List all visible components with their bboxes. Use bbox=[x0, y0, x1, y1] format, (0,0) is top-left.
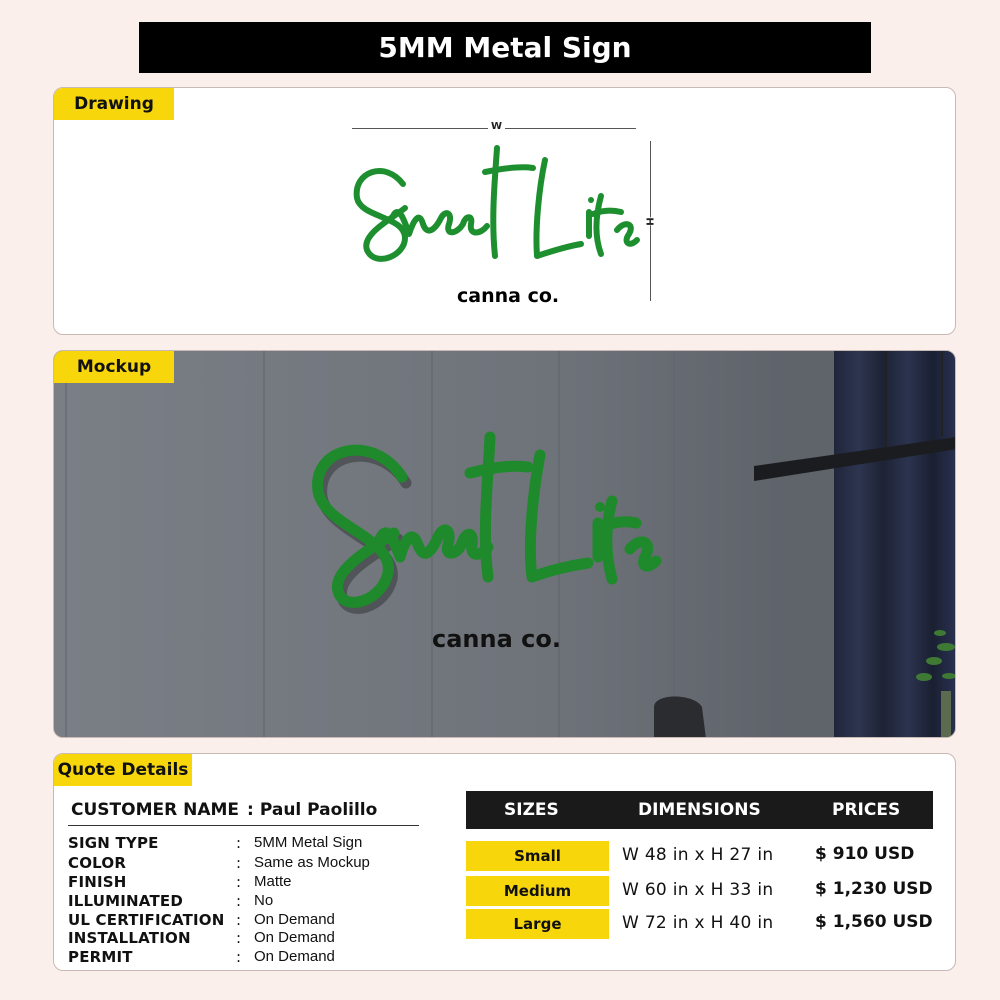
height-dimension-label: H bbox=[643, 217, 655, 226]
dimensions-large: W 72 in x H 40 in bbox=[622, 913, 774, 933]
mockup-logo-sub: canna co. bbox=[432, 625, 561, 653]
size-small: Small bbox=[466, 841, 609, 871]
price-large: $ 1,560 USD bbox=[815, 912, 933, 932]
curtain bbox=[834, 351, 956, 738]
customer-row bbox=[71, 800, 377, 820]
spec-installation: INSTALLATION : On Demand bbox=[68, 929, 335, 947]
table-row bbox=[466, 841, 933, 873]
price-medium: $ 1,230 USD bbox=[815, 879, 933, 899]
table-row bbox=[466, 909, 933, 941]
page-title: 5MM Metal Sign bbox=[139, 22, 871, 73]
mockup-scene bbox=[54, 351, 956, 738]
spec-color: COLOR : Same as Mockup bbox=[68, 854, 370, 872]
header-dimensions: DIMENSIONS bbox=[638, 800, 761, 820]
table-row bbox=[466, 876, 933, 908]
customer-underline bbox=[68, 825, 419, 826]
customer-separator: : bbox=[247, 800, 254, 820]
drawing-logo-sub: canna co. bbox=[457, 285, 560, 307]
spec-sign-type: SIGN TYPE : 5MM Metal Sign bbox=[68, 834, 363, 852]
drawing-logo bbox=[345, 138, 645, 308]
mockup-tag: Mockup bbox=[54, 351, 174, 383]
pricing-table-header bbox=[466, 791, 933, 829]
dimensions-medium: W 60 in x H 33 in bbox=[622, 880, 774, 900]
quote-panel bbox=[53, 753, 956, 971]
size-large: Large bbox=[466, 909, 609, 939]
header-sizes: SIZES bbox=[504, 800, 559, 820]
logo-script-strokes bbox=[357, 148, 637, 259]
quote-tag: Quote Details bbox=[54, 754, 192, 786]
size-medium: Medium bbox=[466, 876, 609, 906]
customer-name: Paul Paolillo bbox=[259, 800, 378, 820]
price-small: $ 910 USD bbox=[815, 844, 915, 864]
spec-illuminated: ILLUMINATED : No bbox=[68, 892, 274, 910]
width-dimension-label: W bbox=[488, 121, 505, 132]
drawing-tag: Drawing bbox=[54, 88, 174, 120]
spec-permit: PERMIT : On Demand bbox=[68, 948, 335, 966]
wall bbox=[54, 351, 956, 738]
spec-ul-certification: UL CERTIFICATION : On Demand bbox=[68, 911, 335, 929]
customer-label: CUSTOMER NAME bbox=[71, 800, 240, 820]
mockup-panel bbox=[53, 350, 956, 738]
spec-finish: FINISH : Matte bbox=[68, 873, 292, 891]
header-prices: PRICES bbox=[832, 800, 901, 820]
dimensions-small: W 48 in x H 27 in bbox=[622, 845, 774, 865]
